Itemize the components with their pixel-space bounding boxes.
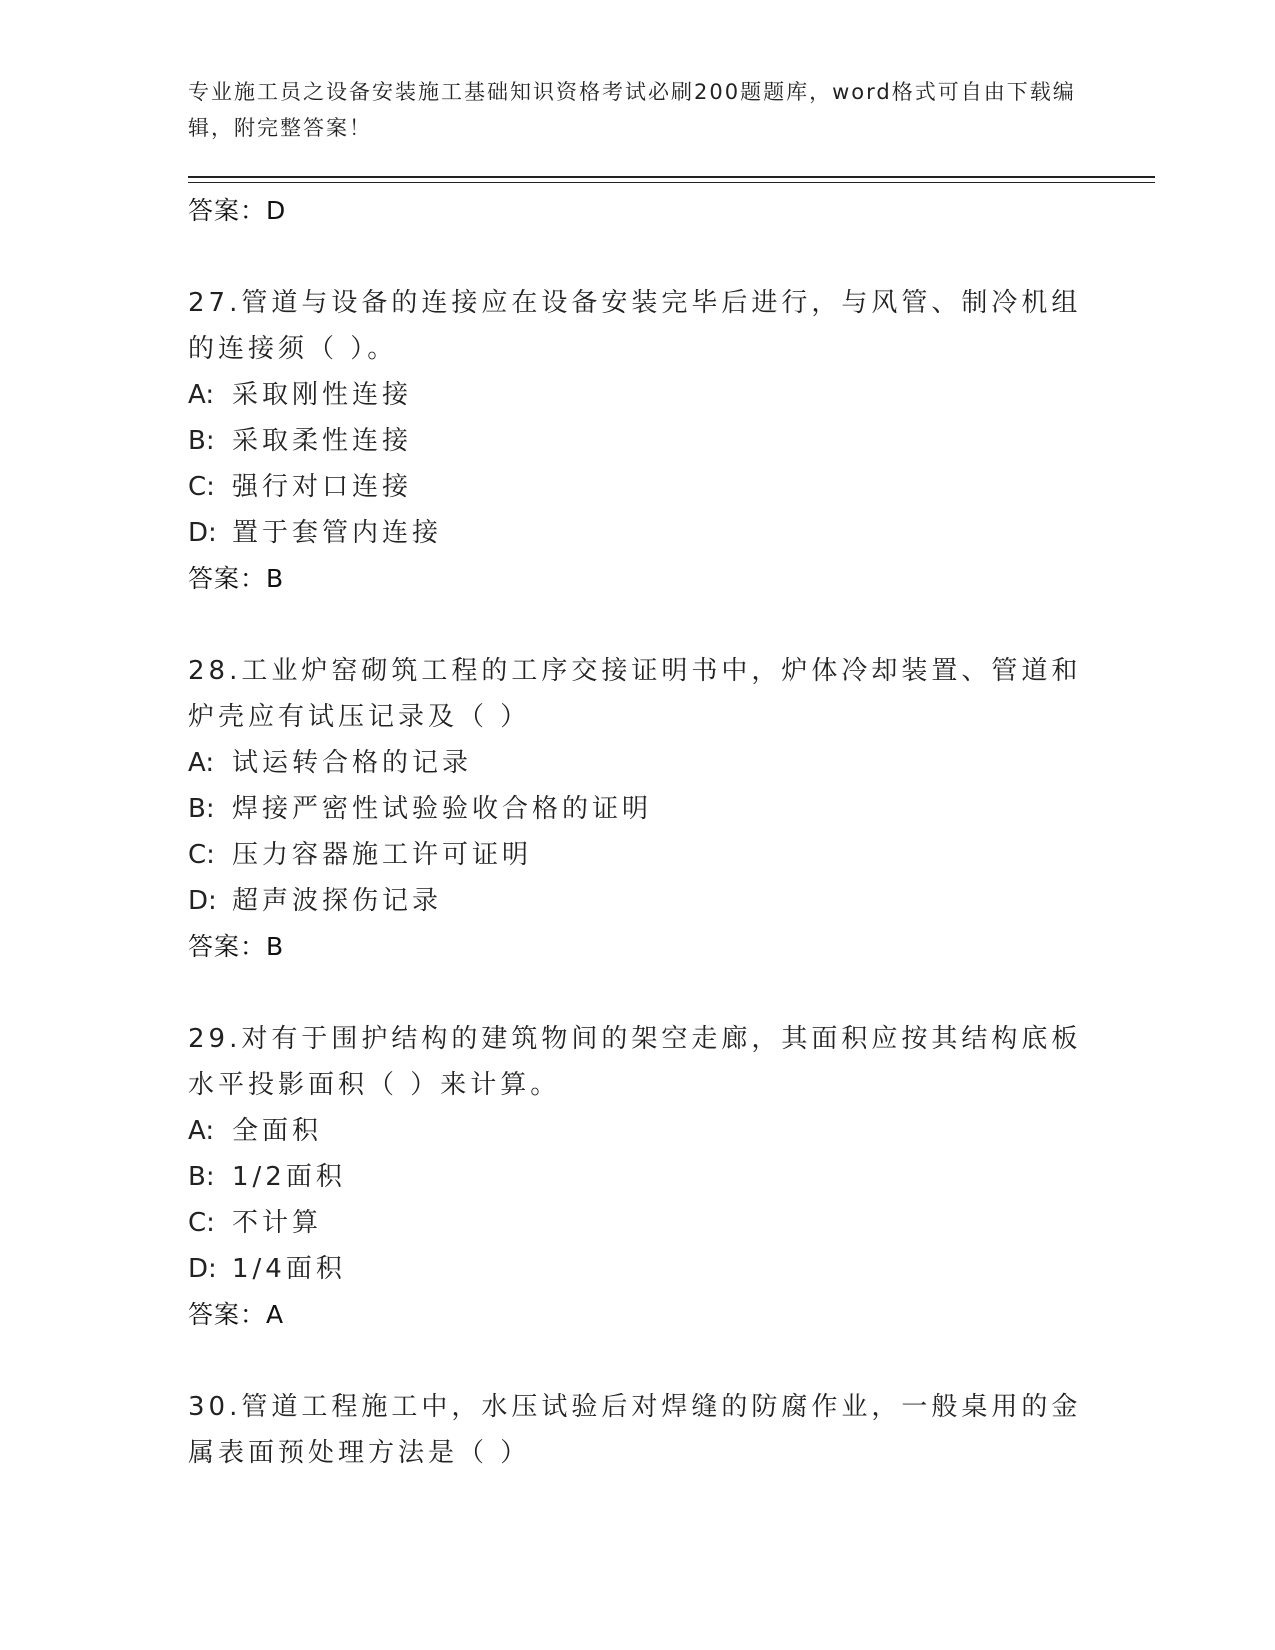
option-c bbox=[188, 464, 1088, 510]
question-30 bbox=[188, 1384, 1088, 1476]
option-text: 1/2面积 bbox=[232, 1162, 346, 1192]
option-text: 压力容器施工许可证明 bbox=[232, 840, 533, 870]
option-key: D: bbox=[188, 1254, 217, 1284]
question-stem: 29.对有于围护结构的建筑物间的架空走廊，其面积应按其结构底板水平投影面积（ ）来计算。 bbox=[188, 1024, 1082, 1100]
question-stem: 27.管道与设备的连接应在设备安装完毕后进行，与风管、制冷机组的连接须（ ）。 bbox=[188, 288, 1082, 364]
option-c bbox=[188, 832, 1088, 878]
option-text: 强行对口连接 bbox=[232, 472, 413, 502]
option-key: C: bbox=[188, 840, 215, 870]
option-text: 采取刚性连接 bbox=[232, 380, 413, 410]
question-28 bbox=[188, 648, 1088, 970]
question-stem: 28.工业炉窑砌筑工程的工序交接证明书中，炉体冷却装置、管道和炉壳应有试压记录及（ ） bbox=[188, 656, 1082, 732]
header-divider-thin bbox=[188, 182, 1155, 183]
option-a bbox=[188, 740, 1088, 786]
option-text: 1/4面积 bbox=[232, 1254, 346, 1284]
answer-line: 答案：B bbox=[188, 564, 285, 593]
option-b bbox=[188, 1154, 1088, 1200]
option-key: B: bbox=[188, 1162, 215, 1192]
option-text: 不计算 bbox=[232, 1208, 323, 1238]
question-stem: 30.管道工程施工中，水压试验后对焊缝的防腐作业，一般桌用的金属表面预处理方法是（ ） bbox=[188, 1392, 1082, 1468]
option-key: C: bbox=[188, 472, 215, 502]
option-b bbox=[188, 786, 1088, 832]
question-list bbox=[188, 188, 1088, 1476]
header-divider-thick bbox=[188, 176, 1155, 178]
option-text: 置于套管内连接 bbox=[232, 518, 443, 548]
document-header: 专业施工员之设备安装施工基础知识资格考试必刷200题题库，word格式可自由下载编辑，附完整答案！ bbox=[188, 80, 1076, 140]
option-key: D: bbox=[188, 886, 217, 916]
option-key: B: bbox=[188, 794, 215, 824]
option-d bbox=[188, 510, 1088, 556]
option-d bbox=[188, 878, 1088, 924]
option-a bbox=[188, 372, 1088, 418]
option-a bbox=[188, 1108, 1088, 1154]
option-text: 采取柔性连接 bbox=[232, 426, 413, 456]
option-text: 焊接严密性试验验收合格的证明 bbox=[232, 794, 653, 824]
option-key: C: bbox=[188, 1208, 215, 1238]
previous-answer: 答案：D bbox=[188, 196, 287, 225]
question-27 bbox=[188, 280, 1088, 602]
option-text: 全面积 bbox=[232, 1116, 323, 1146]
option-text: 超声波探伤记录 bbox=[232, 886, 443, 916]
option-c bbox=[188, 1200, 1088, 1246]
option-text: 试运转合格的记录 bbox=[232, 748, 473, 778]
option-b bbox=[188, 418, 1088, 464]
question-29 bbox=[188, 1016, 1088, 1338]
option-key: A: bbox=[188, 1116, 215, 1146]
option-key: B: bbox=[188, 426, 215, 456]
option-key: A: bbox=[188, 380, 215, 410]
answer-line: 答案：B bbox=[188, 932, 285, 961]
option-d bbox=[188, 1246, 1088, 1292]
option-key: D: bbox=[188, 518, 217, 548]
option-key: A: bbox=[188, 748, 215, 778]
answer-line: 答案：A bbox=[188, 1300, 285, 1329]
